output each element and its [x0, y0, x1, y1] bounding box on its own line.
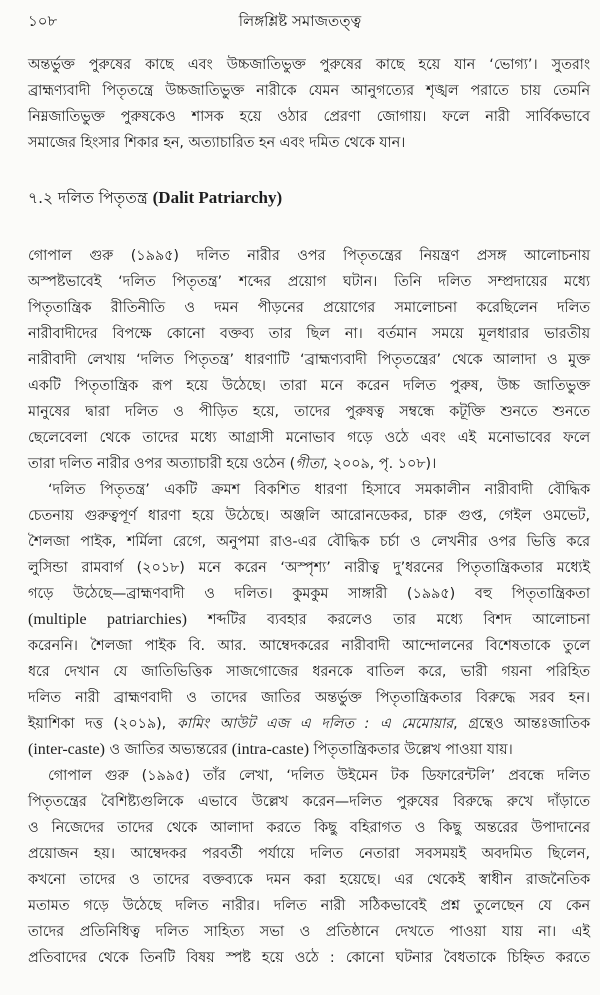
text-line: নারীবাদী লেখায় ‘দলিত পিতৃতন্ত্র’ ধারণাটি ‘ব্রাহ্মণ্যবাদী পিতৃতন্ত্রের’ থেকে আলাদা ও মুক্ত	[28, 352, 590, 368]
text-line: শৈলজা পাইক, শর্মিলা রেগে, অনুপমা রাও-এর বৌদ্ধিক চর্চা ও লেখনীর ওপর ভিত্তি করে	[28, 534, 590, 550]
text-line: মতামত গড়ে উঠেছে দলিত নারীর। দলিত নারী সঠিকভাবেই প্রশ্ন তুলেছেন যে কেন	[28, 898, 590, 914]
english-term: (intra-caste)	[231, 741, 310, 758]
text-line: ধরে দেখান যে জাতিভিত্তিক সাজগোজের ধরনকে বাতিল করে, ভারী গয়না পরিহিত	[28, 664, 590, 680]
text-line: চেতনায় গুরুত্বপূর্ণ ধারণা হয়ে উঠেছে। অঞ্জলি আরোনডেকর, চারু গুপ্ত, গেইল ওমভেট,	[28, 508, 590, 524]
text-span: , গ্রন্থেও আন্তঃজাতিক	[453, 716, 590, 732]
text-line: কখনো তাদের ও তাদের বক্তব্যকে দমন করা হয়েছে। এর থেকেই স্বাধীন রাজনৈতিক	[28, 872, 590, 888]
text-line: একটি পিতৃতান্ত্রিক রূপ হয়ে উঠেছে। তারা মনে করেন দলিত পুরুষ, উচ্চ জাতিভুক্ত	[28, 378, 590, 394]
text-line: নারীবাদীদের বিপক্ষে কোনো বক্তব্য তার ছিল না। বর্তমান সময়ে মূলধারার ভারতীয়	[28, 326, 590, 342]
citation-line	[28, 451, 590, 477]
text-line: গোপাল গুরু (১৯৯৫) দলিত নারীর ওপর পিতৃতন্ত্রের নিয়ন্ত্রণ প্রসঙ্গ আলোচনায়	[28, 248, 590, 264]
caste-line	[28, 737, 590, 763]
text-line: লুসিন্ডা রামবার্গ (২০১৮) মনে করেন ‘অস্পৃশ্য’ নারীত্ব দু’ধরনের পিতৃতান্ত্রিকতার মধ্যেই	[28, 560, 590, 576]
text-span: ও জাতির অভ্যন্তরের	[104, 742, 232, 758]
page-number: ১০৮	[28, 12, 58, 30]
text-line: পিতৃতন্ত্রের বৈশিষ্ট্যগুলিকে এভাবে উল্লেখ করেন—দলিত পুরুষের বিরুদ্ধে রুখে দাঁড়াতে	[28, 794, 590, 810]
text-line: মানুষের দ্বারা দলিত ও পীড়িত হয়ে, তাদের পুরুষত্ব সম্বন্ধে কটূক্তি শুনতে শুনতে	[28, 404, 590, 420]
text-line: পিতৃতান্ত্রিক রীতিনীতি ও দমন পীড়নের প্রয়োগের সমালোচনা করেছিলেন দলিত	[28, 300, 590, 316]
text-line: অন্তর্ভুক্ত পুরুষের কাছে এবং উচ্চজাতিভুক্ত পুরুষের কাছে হয়ে যান ‘ভোগ্য’। সুতরাং	[28, 57, 590, 73]
text-line: করেননি। শৈলজা পাইক বি. আর. আম্বেদকরের নারীবাদী আন্দোলনের বিশেষতাকে তুলে	[28, 638, 590, 654]
text-span: তারা দলিত নারীর ওপর অত্যাচারী হয়ে ওঠেন (	[28, 456, 296, 472]
text-line: নিম্নজাতিভুক্ত পুরুষকেও শাসক হয়ে ওঠার প্রেরণা জোগায়। ফলে নারী সার্বিকভাবে	[28, 109, 590, 125]
book-title: কামিং আউট এজ এ দলিত : এ মেমোয়ার	[176, 716, 454, 732]
text-line: প্রতিবাদের থেকে তিনটি বিষয় স্পষ্ট হয়ে ওঠে : কোনো ঘটনার বৈধতাকে চিহ্নিত করতে	[28, 950, 590, 966]
english-term: (inter-caste)	[28, 741, 105, 758]
text-line: প্রয়োজন হয়। আম্বেদকর পরবর্তী পর্যায়ে দলিত নেতারা সবসময়ই অবদমিত ছিলেন,	[28, 846, 590, 862]
section-number-title: ৭.২ দলিত পিতৃতন্ত্র	[28, 189, 148, 207]
text-line: ব্রাহ্মণ্যবাদী পিতৃতন্ত্রে উচ্চজাতিভুক্ত নারীকে যেমন আনুগত্যের শৃঙ্খল পরাতে চায় তেমনি	[28, 83, 590, 99]
text-line: সমাজের হিংসার শিকার হন, অত্যাচারিত হন এবং দমিত থেকে যান।	[28, 135, 406, 151]
text-line: ‘দলিত পিতৃতন্ত্র’ একটি ক্রমশ বিকশিত ধারণা হিসাবে সমকালীন নারীবাদী বৌদ্ধিক	[48, 482, 590, 498]
text-line: অস্পষ্টভাবেই ‘দলিত পিতৃতন্ত্র’ শব্দের প্রয়োগ ঘটান। তিনি দলিত সম্প্রদায়ের মধ্যে	[28, 274, 590, 290]
text-span: পিতৃতান্ত্রিকতার উল্লেখ পাওয়া যায়।	[309, 742, 513, 758]
citation-author: গীতা	[295, 456, 324, 472]
text-line: গোপাল গুরু (১৯৯৫) তাঁর লেখা, ‘দলিত উইমেন টক ডিফারেন্টলি’ প্রবন্ধে দলিত	[48, 768, 590, 784]
section-heading	[28, 185, 282, 211]
running-title: লিঙ্গশ্লিষ্ট সমাজতত্ত্ব	[238, 12, 362, 30]
text-line: দলিত নারী ব্রাহ্মণবাদী ও তাদের জাতির অন্তর্ভুক্ত পিতৃতান্ত্রিকতার বিরুদ্ধে সরব হন।	[28, 690, 590, 706]
english-term: (multiple patriarchies)	[28, 611, 187, 628]
section-english-title: (Dalit Patriarchy)	[152, 188, 283, 207]
text-line: ও নিজেদের তাদের থেকে আলাদা করতে কিছু বহিরাগত ও কিছু অন্তরের উপাদানের	[28, 820, 590, 836]
multiple-patriarchies-line	[28, 607, 590, 633]
text-span: শব্দটির ব্যবহার করলেও তার মধ্যে বিশদ আলোচনা	[186, 612, 590, 628]
text-line: তাদের প্রতিনিধিত্ব দলিত সাহিত্য সভা ও প্রতিষ্ঠানে দেখতে পাওয়া যায় না। এই	[28, 924, 590, 940]
text-line: ছেলেবেলা থেকে তাদের মধ্যে আগ্রাসী মনোভাব গড়ে ওঠে এবং এই মনোভাবের ফলে	[28, 430, 590, 446]
text-span: ইয়াশিকা দত্ত (২০১৯),	[28, 716, 177, 732]
page-header	[28, 10, 572, 34]
memoir-line	[28, 711, 590, 737]
text-line: গড়ে উঠেছে—ব্রাহ্মণবাদী ও দলিত। কুমকুম সাঙ্গারী (১৯৯৫) বহু পিতৃতান্ত্রিকতা	[28, 586, 590, 602]
text-span: , ২০০৯, পৃ. ১০৮)।	[323, 456, 437, 472]
